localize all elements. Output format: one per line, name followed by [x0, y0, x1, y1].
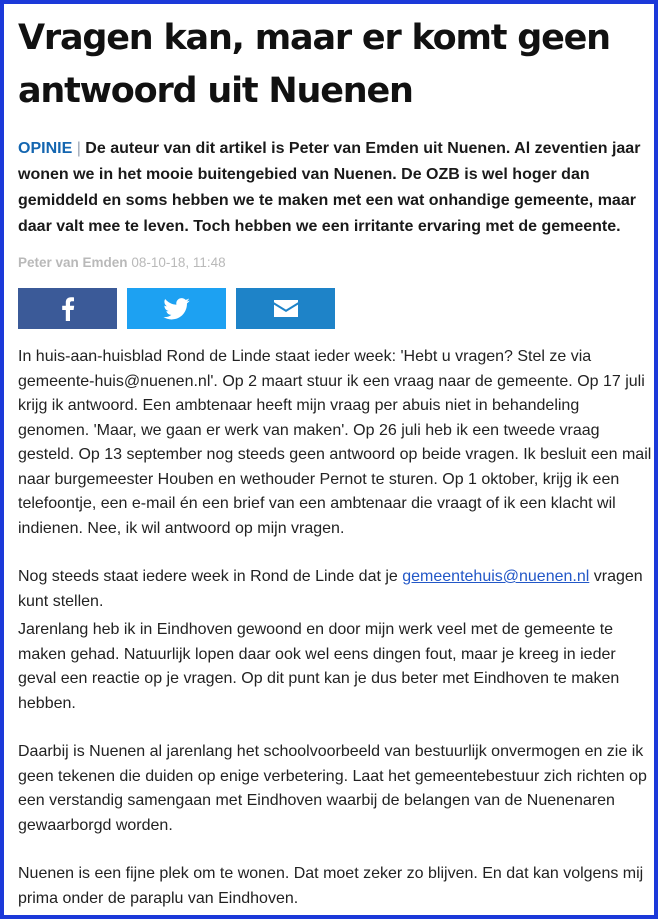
body-paragraph-3: Jarenlang heb ik in Eindhoven gewoond en door mijn werk veel met de gemeente te maken gehad. Natuurlijk lopen daar ook wel eens dingen fout, maar je kreeg in ieder geval een reactie op je vragen. Op dit punt kan je dus beter met Eindhoven te maken hebben.	[18, 621, 620, 712]
share-bar	[18, 288, 654, 329]
body-paragraph-5: Nuenen is een fijne plek om te wonen. Dat moet zeker zo blijven. En dat kan volgens mij prima onder de paraplu van Eindhoven.	[18, 865, 644, 907]
email-share-button[interactable]	[236, 288, 335, 329]
category-label[interactable]: OPINIE	[18, 140, 73, 157]
twitter-icon	[163, 298, 190, 320]
byline	[18, 254, 654, 272]
body-paragraph-4: Daarbij is Nuenen al jarenlang het schoolvoorbeeld van bestuurlijk onvermogen en zie ik geen tekenen die duiden op enige verbetering. Laat het gemeentebestuur zich richten op een verstandig samengaan met Eindhoven waarbij de belangen van de Nuenenaren gewaarborgd worden.	[18, 743, 647, 834]
article	[18, 12, 654, 911]
facebook-share-button[interactable]	[18, 288, 117, 329]
body-paragraph-2	[18, 565, 654, 614]
paragraph-2-text-start: Nog steeds staat iedere week in Rond de Linde dat je	[18, 568, 403, 585]
publish-timestamp: 08-10-18, 11:48	[131, 255, 226, 270]
paragraph-2-text-end: vragen kunt stellen.	[18, 568, 643, 610]
intro-text: De auteur van dit artikel is Peter van Emden uit Nuenen. Al zeventien jaar wonen we in het mooie buitengebied van Nuenen. De OZB is wel hoger dan gemiddeld en soms hebben we te maken met een wat onhandige gemeente, maar daar valt mee te leven. Toch hebben we een irritante ervaring met de gemeente.	[18, 140, 641, 235]
twitter-share-button[interactable]	[127, 288, 226, 329]
author-name: Peter van Emden	[18, 255, 128, 270]
email-link[interactable]: gemeentehuis@nuenen.nl	[402, 568, 590, 585]
article-body	[18, 345, 654, 911]
article-title: Vragen kan, maar er komt geen antwoord uit Nuenen	[18, 18, 610, 111]
intro-separator: |	[76, 140, 81, 157]
article-intro	[18, 136, 654, 240]
mail-icon	[274, 300, 298, 317]
facebook-icon	[61, 297, 75, 321]
body-paragraph-1: In huis-aan-huisblad Rond de Linde staat ieder week: 'Hebt u vragen? Stel ze via gemeente-huis@nuenen.nl'. Op 2 maart stuur ik een vraag naar de gemeente. Op 17 juli krijg ik antwoord. Een ambtenaar heeft mijn vraag per abuis niet in behandeling genomen. 'Maar, we gaan er werk van maken'. Op 26 juli heb ik een tweede vraag gesteld. Op 13 september nog steeds geen antwoord op beide vragen. Ik besluit een mail naar burgemeester Houben en wethouder Pernot te sturen. Op 1 oktober, krijg ik een telefoontje, een e-mail én een brief van een ambtenaar die vraagt of ik een klacht wil indienen. Nee, ik wil antwoord op mijn vragen.	[18, 348, 652, 537]
